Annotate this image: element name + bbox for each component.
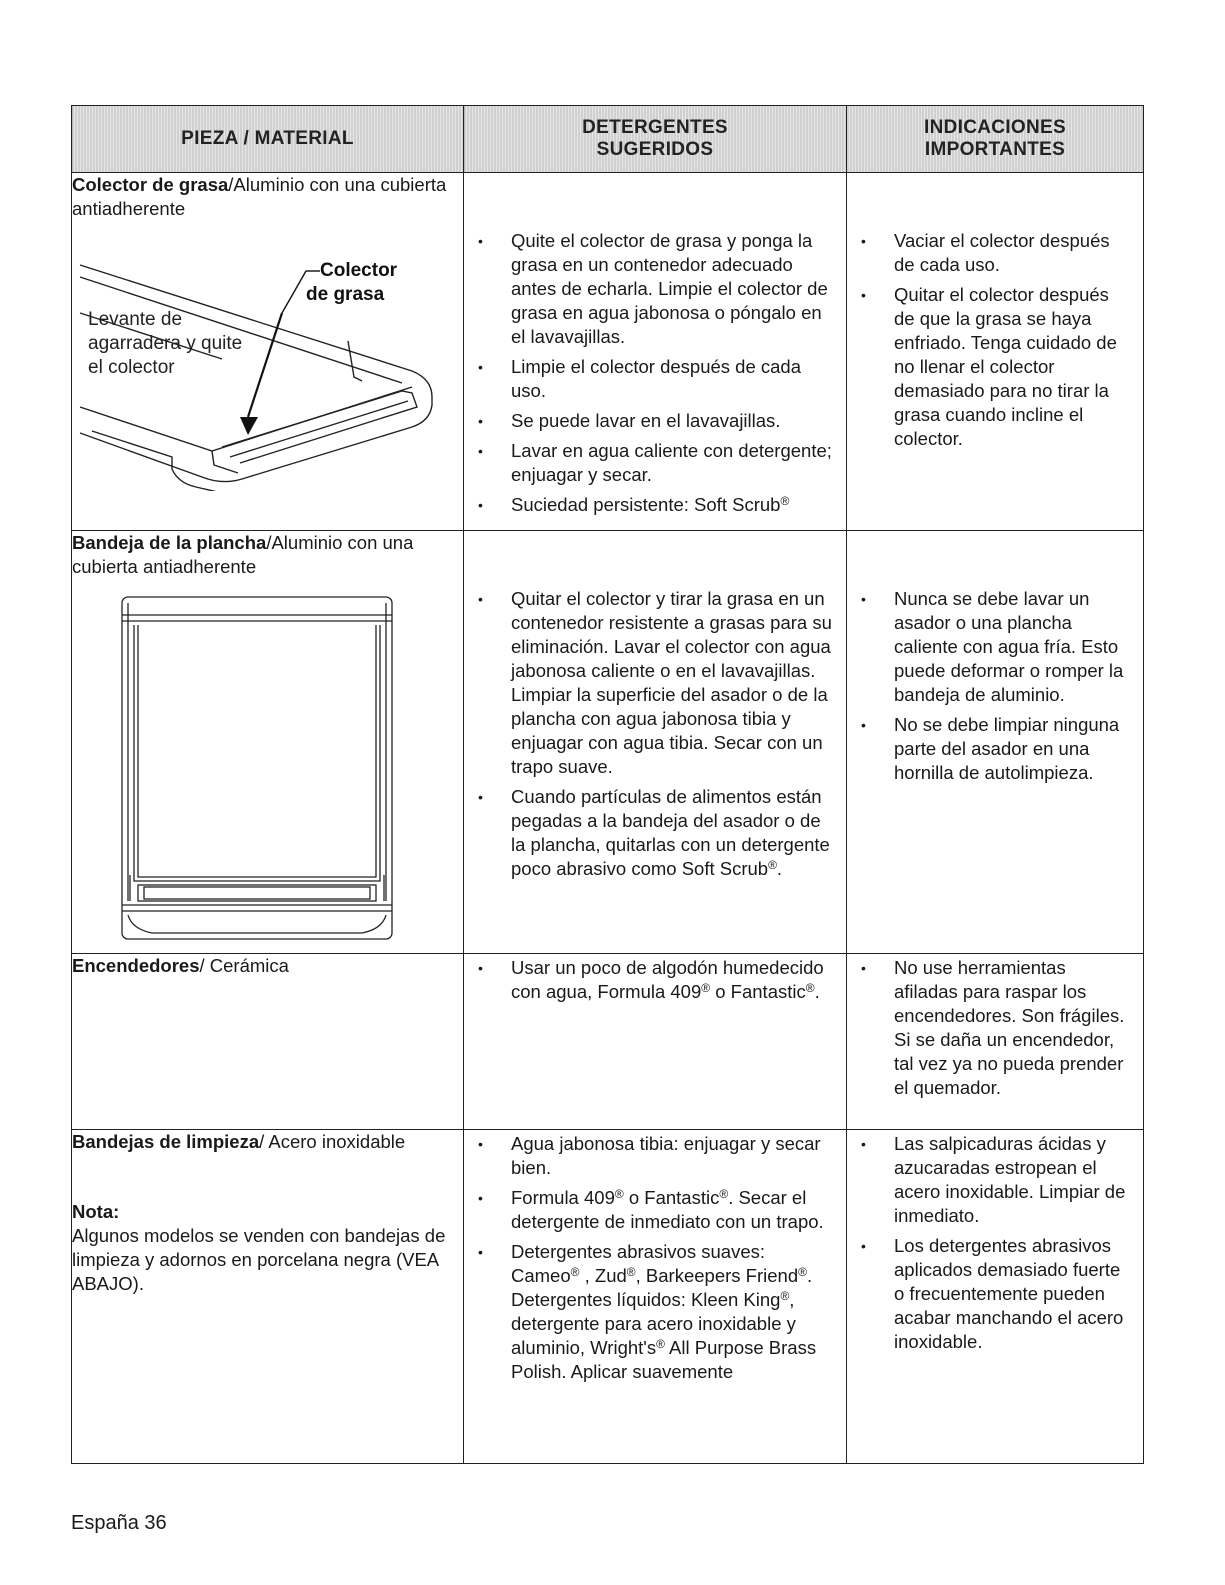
table-row <box>72 954 1144 1130</box>
notes-list <box>847 1132 1143 1354</box>
list-item: • Suciedad persistente: Soft Scrub® <box>464 493 846 517</box>
part-cell <box>72 1130 464 1464</box>
figure-note-line-1: Levante de <box>88 309 183 330</box>
list-item: • Vaciar el colector después de cada uso. <box>847 229 1143 277</box>
grease-collector-illustration <box>72 221 442 491</box>
griddle-tray-illustration <box>72 585 442 945</box>
table-row <box>72 173 1144 531</box>
part-name: Bandejas de limpieza <box>72 1131 260 1152</box>
detergents-cell <box>464 173 847 531</box>
list-item: • Agua jabonosa tibia: enjuagar y secar bien. <box>464 1132 846 1180</box>
detergents-cell <box>464 1130 847 1464</box>
note-text: Algunos modelos se venden con bandejas de limpieza y adornos en porcelana negra (VEA ABAJO). <box>72 1225 446 1294</box>
part-cell <box>72 954 464 1130</box>
list-item: • Cuando partículas de alimentos están pegadas a la bandeja del asador o de la plancha, quitarlas con un detergente poco abrasivo como Soft Scrub®. <box>464 785 846 881</box>
detergents-cell <box>464 954 847 1130</box>
part-name: Bandeja de la plancha <box>72 532 267 553</box>
callout-colector: Colector <box>320 260 398 281</box>
header-important-notes <box>847 106 1144 173</box>
notes-cell <box>847 954 1144 1130</box>
figure-note-line-2: agarradera y quite <box>88 333 243 354</box>
header-detergents <box>464 106 847 173</box>
part-cell <box>72 531 464 954</box>
part-title <box>72 954 463 978</box>
part-name: Colector de grasa <box>72 174 229 195</box>
list-item: • Detergentes abrasivos suaves: Cameo® , Zud®, Barkeepers Friend®. Detergentes líquidos: Kleen King®, detergente para acero inoxidable y aluminio, Wright's® All Purpose Brass Polish. Aplicar suavemente <box>464 1240 846 1384</box>
list-item: • Los detergentes abrasivos aplicados demasiado fuerte o frecuentemente pueden acabar manchando el acero inoxidable. <box>847 1234 1143 1354</box>
part-title <box>72 531 463 579</box>
notes-list <box>847 956 1143 1100</box>
detergents-list <box>464 956 846 1004</box>
part-cell <box>72 173 464 531</box>
detergents-cell <box>464 531 847 954</box>
header-label: DETERGENTES SUGERIDOS <box>582 117 728 160</box>
part-title <box>72 173 463 221</box>
list-item: • No use herramientas afiladas para raspar los encendedores. Son frágiles. Si se daña un encendedor, tal vez ya no pueda prender el quemador. <box>847 956 1143 1100</box>
part-title <box>72 1130 463 1154</box>
notes-cell <box>847 173 1144 531</box>
part-material: / Cerámica <box>199 955 289 976</box>
callout-de-grasa: de grasa <box>306 284 385 305</box>
header-label: PIEZA / MATERIAL <box>181 128 354 149</box>
list-item: • Lavar en agua caliente con detergente; enjuagar y secar. <box>464 439 846 487</box>
part-material: /Aluminio con una cubierta antiadherente <box>72 532 414 577</box>
header-row <box>72 106 1144 173</box>
figure-note-line-3: el colector <box>88 357 175 378</box>
list-item: • Limpie el colector después de cada uso. <box>464 355 846 403</box>
list-item: • Quite el colector de grasa y ponga la grasa en un contenedor adecuado antes de echarla. Limpie el colector de grasa en agua jabonosa o póngalo en el lavavajillas. <box>464 229 846 349</box>
header-part-material <box>72 106 464 173</box>
note-label: Nota: <box>72 1201 120 1222</box>
table-row <box>72 531 1144 954</box>
part-name: Encendedores <box>72 955 200 976</box>
page-footer: España 36 <box>71 1512 167 1534</box>
table-row <box>72 1130 1144 1464</box>
detergents-list <box>464 1132 846 1384</box>
list-item: • No se debe limpiar ninguna parte del asador en una hornilla de autolimpieza. <box>847 713 1143 785</box>
notes-cell <box>847 1130 1144 1464</box>
list-item: • Nunca se debe lavar un asador o una plancha caliente con agua fría. Esto puede deformar o romper la bandeja de aluminio. <box>847 587 1143 707</box>
notes-cell <box>847 531 1144 954</box>
list-item: • Formula 409® o Fantastic®. Secar el detergente de inmediato con un trapo. <box>464 1186 846 1234</box>
list-item: • Las salpicaduras ácidas y azucaradas estropean el acero inoxidable. Limpiar de inmediato. <box>847 1132 1143 1228</box>
list-item: • Usar un poco de algodón humedecido con agua, Formula 409® o Fantastic®. <box>464 956 846 1004</box>
detergents-list <box>464 587 846 881</box>
part-material: / Acero inoxidable <box>259 1131 406 1152</box>
detergents-list <box>464 229 846 517</box>
list-item: • Quitar el colector después de que la grasa se haya enfriado. Tenga cuidado de no llenar el colector demasiado para no tirar la grasa cuando incline el colector. <box>847 283 1143 451</box>
notes-list <box>847 229 1143 451</box>
header-label: INDICACIONES IMPORTANTES <box>924 117 1066 160</box>
list-item: • Se puede lavar en el lavavajillas. <box>464 409 846 433</box>
list-item: • Quitar el colector y tirar la grasa en un contenedor resistente a grasas para su eliminación. Lavar el colector con agua jabonosa caliente o en el lavavajillas. Limpiar la superficie del asador o de la plancha con agua jabonosa tibia y enjuagar con agua tibia. Secar con un trapo suave. <box>464 587 846 779</box>
cleaning-table <box>71 105 1144 1464</box>
notes-list <box>847 587 1143 785</box>
part-material: /Aluminio con una cubierta antiadherente <box>72 174 447 219</box>
